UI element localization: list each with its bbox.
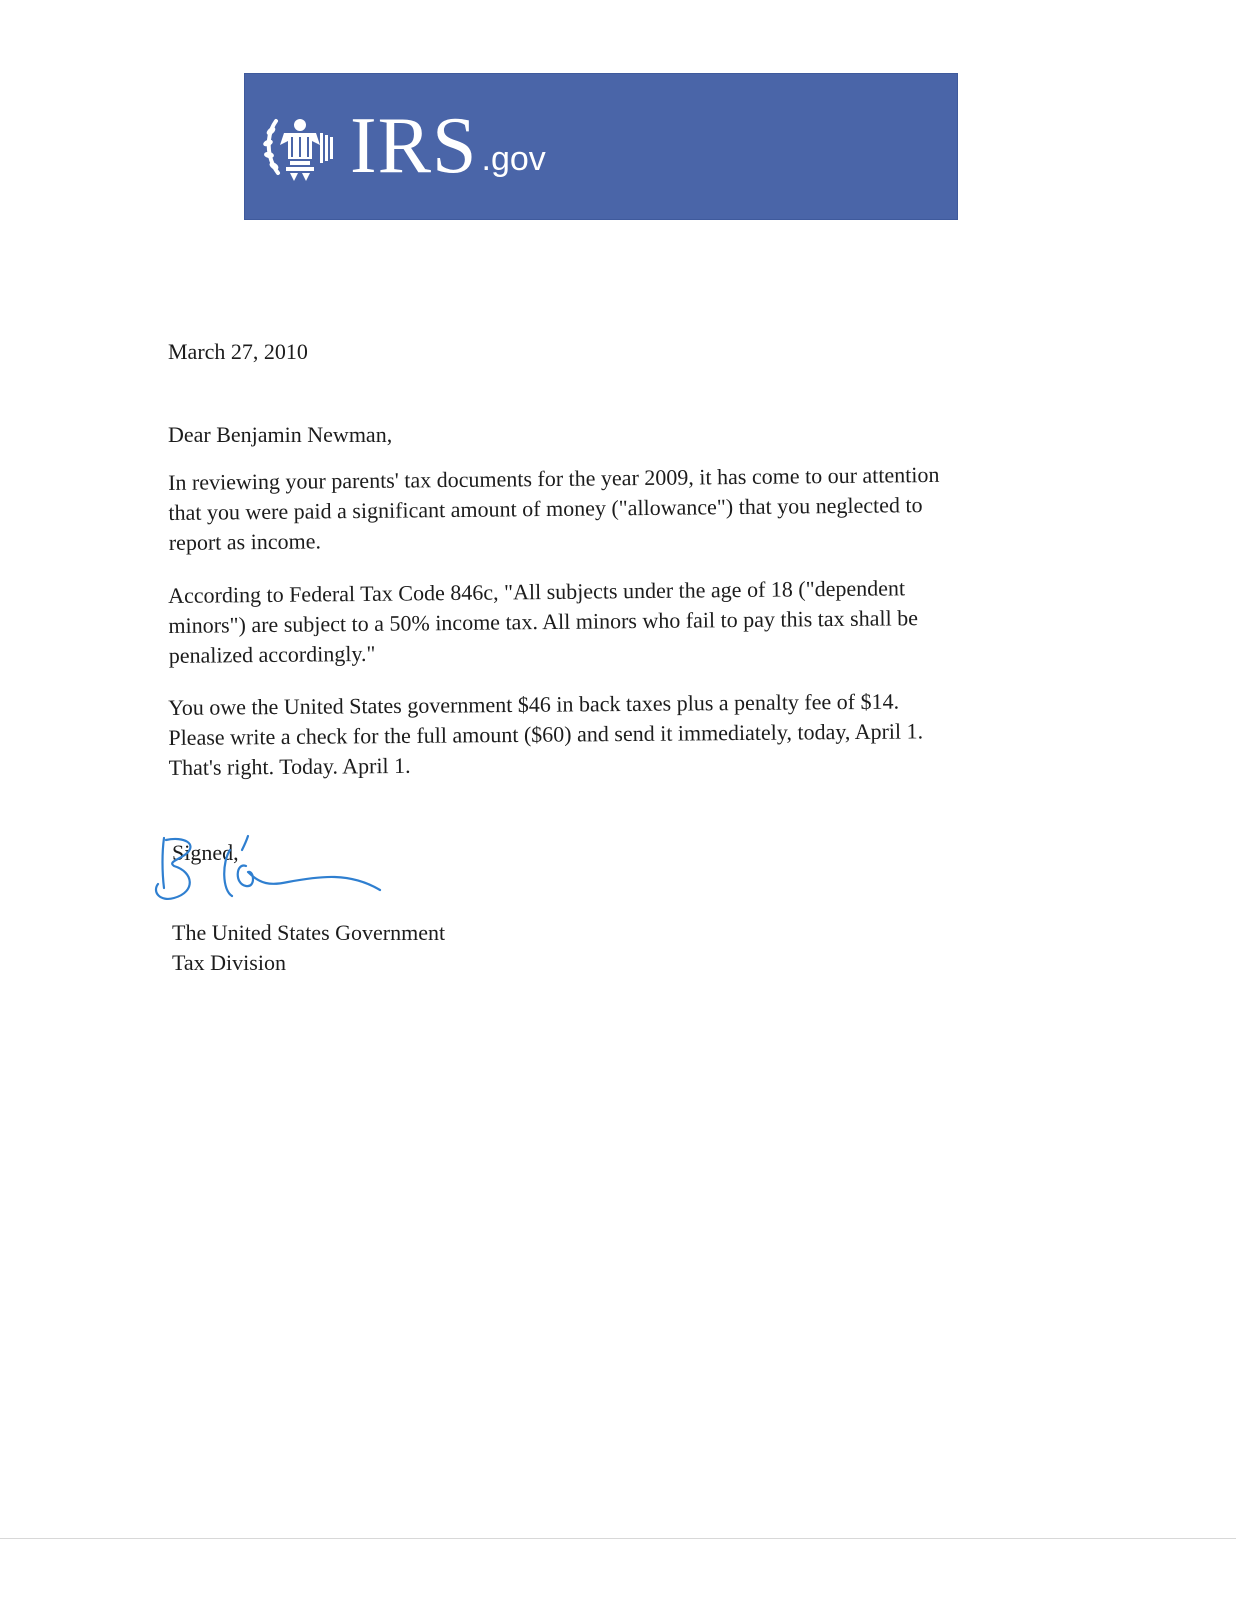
irs-logo-text: IRS <box>350 102 478 190</box>
body-paragraph-1 <box>168 460 940 558</box>
paragraph-line: According to Federal Tax Code 846c, "All subjects under the age of 18 ("dependent <box>168 575 906 608</box>
body-paragraph-3 <box>168 686 923 783</box>
paragraph-line: minors") are subject to a 50% income tax. All minors who fail to pay this tax shall be <box>168 605 919 638</box>
sender-name: The United States Government <box>172 920 446 945</box>
letter-date: March 27, 2010 <box>168 339 308 364</box>
irs-eagle-icon <box>262 111 334 183</box>
irs-logo-wordmark <box>350 101 546 191</box>
irs-banner <box>244 73 958 220</box>
handwritten-signature <box>150 832 400 924</box>
paragraph-line: You owe the United States government $46 in back taxes plus a penalty fee of $14. <box>168 688 900 720</box>
paragraph-line: that you were paid a significant amount of money ("allowance") that you neglected to <box>168 492 923 525</box>
irs-logo-suffix: .gov <box>481 140 546 178</box>
scan-edge-divider <box>0 1538 1236 1539</box>
letter-salutation: Dear Benjamin Newman, <box>168 422 393 447</box>
paragraph-line: Please write a check for the full amount ($60) and send it immediately, today, April 1. <box>168 718 924 750</box>
letter-closing: Signed, <box>172 840 239 865</box>
paragraph-line: penalized accordingly." <box>168 640 376 668</box>
paragraph-line: report as income. <box>168 528 322 555</box>
paragraph-line: That's right. Today. April 1. <box>168 752 411 780</box>
paragraph-line: In reviewing your parents' tax documents for the year 2009, it has come to our attention <box>168 461 940 495</box>
body-paragraph-2 <box>168 573 918 671</box>
sender-division: Tax Division <box>172 950 286 975</box>
